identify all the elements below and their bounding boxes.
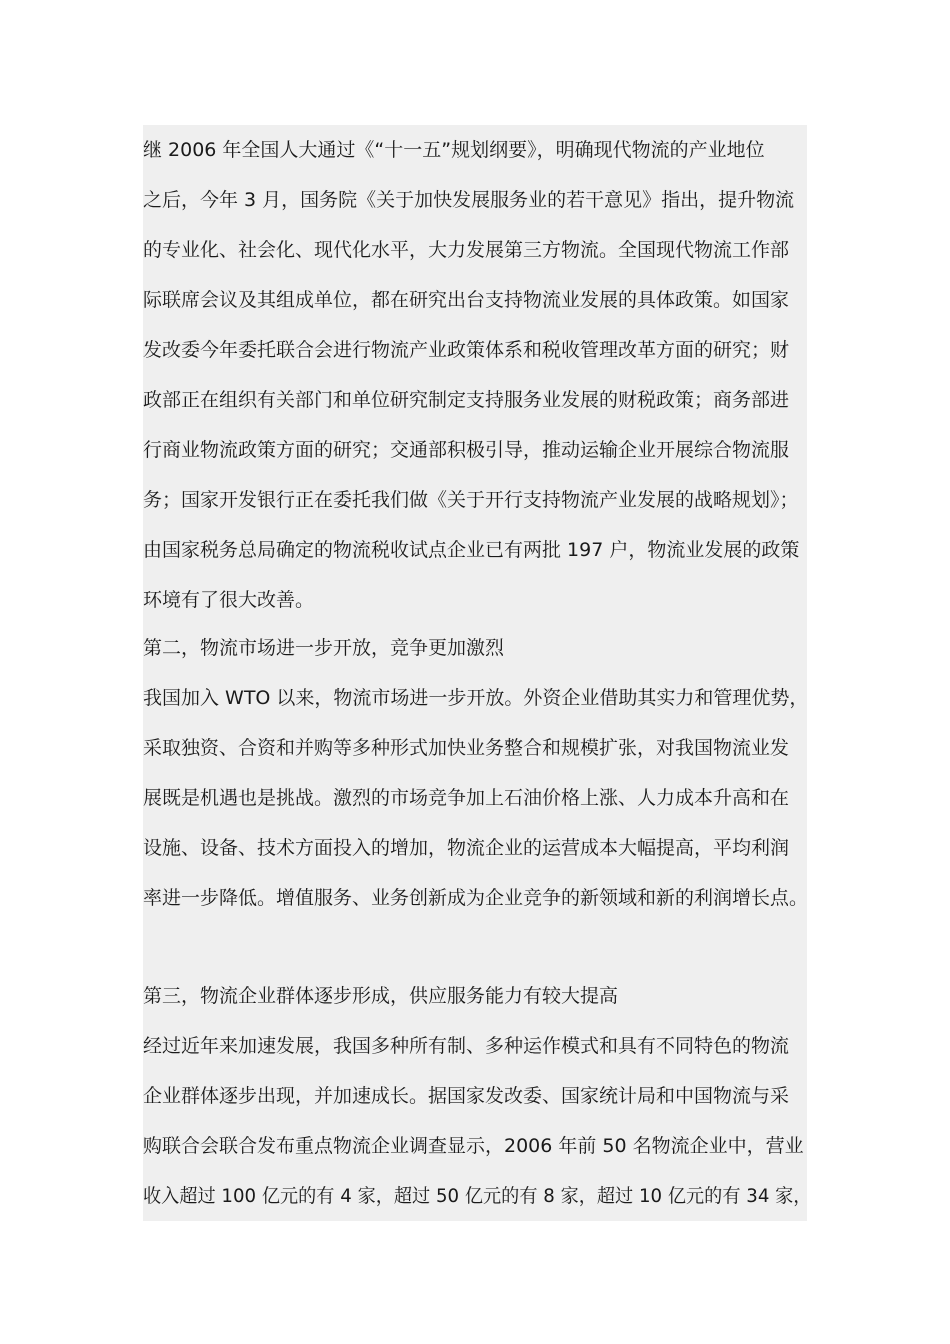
text-line: 发改委今年委托联合会进行物流产业政策体系和税收管理改革方面的研究；财 <box>143 339 790 361</box>
text-line: 际联席会议及其组成单位，都在研究出台支持物流业发展的具体政策。如国家 <box>143 289 790 311</box>
text-line: 的专业化、社会化、现代化水平，大力发展第三方物流。全国现代物流工作部 <box>143 239 790 261</box>
text-line: 继 2006 年全国人大通过《“十一五”规划纲要》，明确现代物流的产业地位 <box>143 139 765 161</box>
text-line: 务；国家开发银行正在委托我们做《关于开行支持物流产业发展的战略规划》； <box>143 489 799 511</box>
text-line: 之后，今年 3 月，国务院《关于加快发展服务业的若干意见》指出，提升物流 <box>143 189 795 211</box>
text-line: 企业群体逐步出现，并加速成长。据国家发改委、国家统计局和中国物流与采 <box>143 1085 790 1107</box>
text-line: 由国家税务总局确定的物流税收试点企业已有两批 197 户，物流业发展的政策 <box>143 539 800 561</box>
section-heading: 第三，物流企业群体逐步形成，供应服务能力有较大提高 <box>143 985 619 1007</box>
text-line: 采取独资、合资和并购等多种形式加快业务整合和规模扩张，对我国物流业发 <box>143 737 790 759</box>
text-line: 经过近年来加速发展，我国多种所有制、多种运作模式和具有不同特色的物流 <box>143 1035 790 1057</box>
text-line: 设施、设备、技术方面投入的增加，物流企业的运营成本大幅提高，平均利润 <box>143 837 790 859</box>
text-line: 展既是机遇也是挑战。激烈的市场竞争加上石油价格上涨、人力成本升高和在 <box>143 787 790 809</box>
section-heading: 第二，物流市场进一步开放，竞争更加激烈 <box>143 637 505 659</box>
text-line: 行商业物流政策方面的研究；交通部积极引导，推动运输企业开展综合物流服 <box>143 439 790 461</box>
text-line: 我国加入 WTO 以来，物流市场进一步开放。外资企业借助其实力和管理优势， <box>143 687 809 709</box>
text-line: 率进一步降低。增值服务、业务创新成为企业竞争的新领域和新的利润增长点。 <box>143 887 809 909</box>
text-line: 政部正在组织有关部门和单位研究制定支持服务业发展的财税政策；商务部进 <box>143 389 790 411</box>
text-line: 购联合会联合发布重点物流企业调查显示，2006 年前 50 名物流企业中，营业 <box>143 1135 804 1157</box>
text-line: 收入超过 100 亿元的有 4 家，超过 50 亿元的有 8 家，超过 10 亿元的有 34 家， <box>143 1185 812 1207</box>
text-line: 环境有了很大改善。 <box>143 589 315 611</box>
